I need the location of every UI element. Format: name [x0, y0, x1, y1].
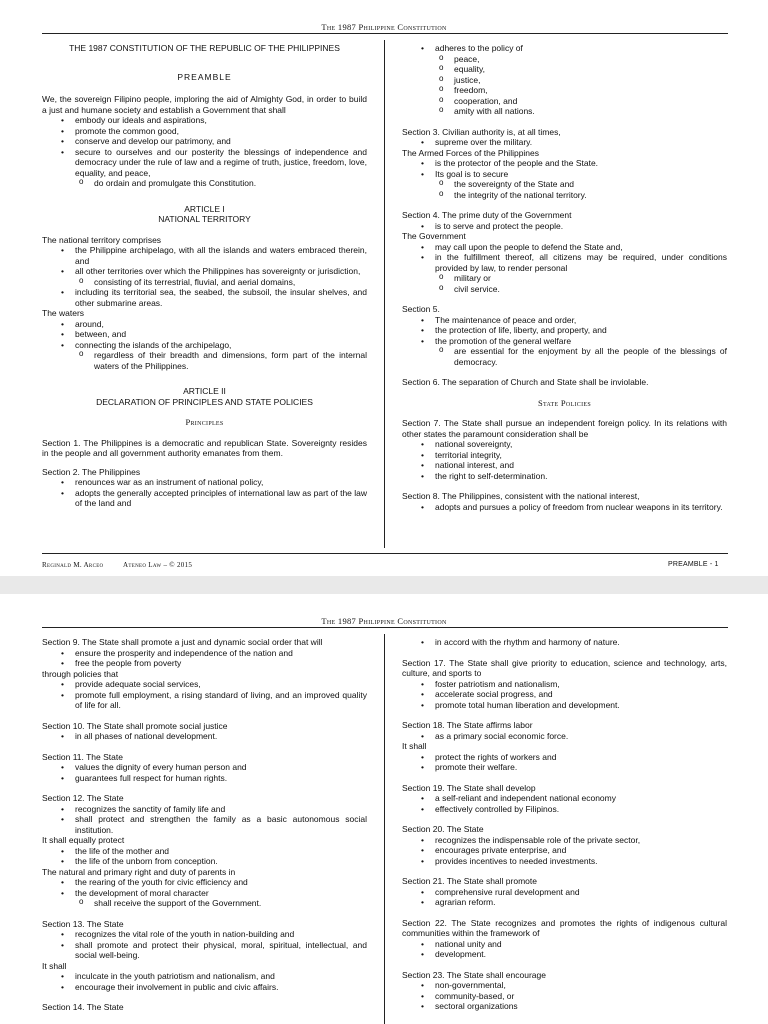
list-item: • may call upon the people to defend the State and,	[402, 242, 727, 253]
list-item: • recognizes the vital role of the youth in nation-building and	[42, 929, 367, 940]
list-subitem: o the sovereignty of the State and	[402, 179, 727, 190]
list-item: • as a primary social economic force.	[402, 731, 727, 742]
list-item: • recognizes the indispensable role of the private sector,	[402, 835, 727, 846]
paragraph: It shall equally protect	[42, 835, 125, 845]
list-subitem: o freedom,	[402, 85, 727, 96]
list-item: • comprehensive rural development and	[402, 887, 727, 898]
list-item: • the life of the mother and	[42, 846, 367, 857]
list-item: • foster patriotism and nationalism,	[402, 679, 727, 690]
section-8: Section 8. The Philippines, consistent with the national interest,	[402, 491, 640, 501]
list-item: • is to serve and protect the people.	[402, 221, 727, 232]
list-item: • guarantees full respect for human rights.	[42, 773, 367, 784]
list-item: • promote their welfare.	[402, 762, 727, 773]
list-item: • in all phases of national development.	[42, 731, 367, 742]
paragraph: The national territory comprises	[42, 234, 162, 245]
footer-school: Ateneo Law – © 2015	[123, 561, 193, 569]
list-subitem: o civil service.	[402, 284, 727, 295]
list-item: • sectoral organizations	[402, 1001, 727, 1012]
section-4: Section 4. The prime duty of the Government	[402, 210, 572, 220]
constitution-title: THE 1987 CONSTITUTION OF THE REPUBLIC OF THE PHILIPPINES	[69, 43, 340, 53]
section-5: Section 5.	[402, 304, 440, 314]
list-item: • national unity and	[402, 939, 727, 950]
list-item: • supreme over the military.	[402, 137, 727, 148]
list-subitem: o peace,	[402, 54, 727, 65]
list-item: • national interest, and	[402, 460, 727, 471]
footer-author: Reginald M. Arceo	[42, 561, 104, 569]
list-item: • encourage their involvement in public and civic affairs.	[42, 982, 367, 993]
list-item: • agrarian reform.	[402, 897, 727, 908]
list-item: • adheres to the policy of	[402, 43, 727, 54]
list-item: • connecting the islands of the archipelago,	[42, 340, 367, 351]
list-item: • protect the rights of workers and	[402, 752, 727, 763]
list-item: • the rearing of the youth for civic efficiency and	[42, 877, 367, 888]
list-item: • promote full employment, a rising standard of living, and an improved quality of life for all.	[42, 690, 367, 711]
list-item: • Its goal is to secure	[402, 169, 727, 180]
section-2: Section 2. The Philippines	[42, 466, 141, 477]
section-7: Section 7. The State shall pursue an independent foreign policy. In its relations with other states the paramount consideration shall be	[402, 418, 727, 439]
list-item: • ensure the prosperity and independence of the nation and	[42, 648, 367, 659]
list-item: • promote the common good,	[42, 126, 367, 137]
list-subitem: o consisting of its terrestrial, fluvial, and aerial domains,	[42, 277, 367, 288]
right-column	[402, 637, 727, 1012]
list-item: • including its territorial sea, the seabed, the subsoil, the insular shelves, and other submarine areas.	[42, 287, 367, 308]
list-subitem: o amity with all nations.	[402, 106, 727, 117]
page-2	[0, 594, 768, 1024]
list-item: • adopts and pursues a policy of freedom from nuclear weapons in its territory.	[402, 502, 727, 513]
section-12: Section 12. The State	[42, 793, 124, 803]
list-item: • shall promote and protect their physical, moral, spiritual, intellectual, and social well-being.	[42, 940, 367, 961]
list-item: • embody our ideals and aspirations,	[42, 115, 367, 126]
header-rule	[42, 627, 728, 628]
section-9: Section 9. The State shall promote a just and dynamic social order that will	[42, 637, 323, 647]
list-item: • adopts the generally accepted principles of international law as part of the law of the land and	[42, 488, 367, 509]
list-subitem: o are essential for the enjoyment by all the people of the blessings of democracy.	[402, 346, 727, 367]
header-rule	[42, 33, 728, 34]
paragraph: It shall	[402, 741, 427, 751]
section-6: Section 6. The separation of Church and State shall be inviolable.	[402, 377, 649, 387]
list-item: • provides incentives to needed investments.	[402, 856, 727, 867]
section-21: Section 21. The State shall promote	[402, 876, 537, 886]
section-18: Section 18. The State affirms labor	[402, 720, 533, 730]
list-item: • the protection of life, liberty, and property, and	[402, 325, 727, 336]
paragraph: It shall	[42, 960, 67, 971]
list-subitem: o cooperation, and	[402, 96, 727, 107]
list-item: • non-governmental,	[402, 980, 727, 991]
list-item: • community-based, or	[402, 991, 727, 1002]
list-item: • all other territories over which the Philippines has sovereignty or jurisdiction,	[42, 266, 367, 277]
section-17: Section 17. The State shall give priority to education, science and technology, arts, culture, and sports to	[402, 657, 727, 678]
running-header: The 1987 Philippine Constitution	[321, 616, 447, 626]
list-item: • recognizes the sanctity of family life and	[42, 804, 367, 815]
list-item: • effectively controlled by Filipinos.	[402, 804, 727, 815]
paragraph: through policies that	[42, 668, 119, 679]
list-item: • a self-reliant and independent national economy	[402, 793, 727, 804]
section-13: Section 13. The State	[42, 918, 124, 929]
list-subitem: o shall receive the support of the Government.	[42, 898, 367, 909]
footer-rule	[42, 553, 728, 554]
list-item: • secure to ourselves and our posterity the blessings of independence and democracy under the rule of law and a regime of truth, justice, freedom, love, equality, and peace,	[42, 147, 367, 179]
preamble-list	[42, 115, 367, 178]
list-item: • around,	[42, 319, 367, 330]
list-item: • national sovereignty,	[402, 439, 727, 450]
list-item: • accelerate social progress, and	[402, 689, 727, 700]
section-23: Section 23. The State shall encourage	[402, 969, 546, 980]
paragraph: The Government	[402, 231, 466, 241]
list-item: • the life of the unborn from conception.	[42, 856, 367, 867]
running-header: The 1987 Philippine Constitution	[321, 22, 447, 32]
column-divider	[384, 40, 385, 548]
paragraph: The natural and primary right and duty of parents in	[42, 866, 236, 877]
preamble-text: We, the sovereign Filipino people, imploring the aid of Almighty God, in order to build a just and humane society and establish a Government that shall	[42, 94, 367, 115]
list-item: • renounces war as an instrument of national policy,	[42, 477, 367, 488]
list-item: • the Philippine archipelago, with all the islands and waters embraced therein, and	[42, 245, 367, 266]
section-22: Section 22. The State recognizes and promotes the rights of indigenous cultural communities within the framework of	[402, 917, 727, 938]
list-item: • values the dignity of every human person and	[42, 762, 367, 773]
list-item: • the promotion of the general welfare	[402, 336, 727, 347]
section-1: Section 1. The Philippines is a democratic and republican State. Sovereignty resides in the people and all government authority emanates from them.	[42, 437, 367, 458]
list-subitem: o military or	[402, 273, 727, 284]
list-subitem: o regardless of their breadth and dimensions, form part of the internal waters of the Philippines.	[42, 350, 367, 371]
list-item: • promote total human liberation and development.	[402, 700, 727, 711]
left-column	[42, 637, 367, 1013]
list-item: • free the people from poverty	[42, 658, 367, 669]
article-1-title: NATIONAL TERRITORY	[158, 214, 251, 224]
list-item: • is the protector of the people and the State.	[402, 158, 727, 169]
section-20: Section 20. The State	[402, 824, 484, 834]
list-subitem: o the integrity of the national territory.	[402, 190, 727, 201]
section-3: Section 3. Civilian authority is, at all times,	[402, 126, 561, 137]
list-item: • the development of moral character	[42, 888, 367, 899]
list-subitem: o justice,	[402, 75, 727, 86]
preamble-heading: PREAMBLE	[177, 71, 232, 82]
list-item: • development.	[402, 949, 727, 960]
list-item: • between, and	[42, 329, 367, 340]
article-2-heading: ARTICLE II	[183, 386, 226, 396]
list-item: • The maintenance of peace and order,	[402, 315, 727, 326]
list-item: • the right to self-determination.	[402, 471, 727, 482]
list-subitem: o do ordain and promulgate this Constitution.	[42, 178, 367, 189]
footer-page-number: PREAMBLE - 1	[668, 561, 719, 568]
list-item: • encourages private enterprise, and	[402, 845, 727, 856]
section-19: Section 19. The State shall develop	[402, 782, 536, 793]
list-item: • in accord with the rhythm and harmony of nature.	[402, 637, 727, 648]
list-item: • territorial integrity,	[402, 450, 727, 461]
principles-heading: Principles	[185, 417, 224, 427]
paragraph: The Armed Forces of the Philippines	[402, 147, 540, 158]
section-14: Section 14. The State	[42, 1002, 124, 1012]
article-1-heading: ARTICLE I	[184, 203, 225, 214]
column-divider	[384, 634, 385, 1024]
list-subitem: o equality,	[402, 64, 727, 75]
list-item: • shall protect and strengthen the family as a basic autonomous social institution.	[42, 814, 367, 835]
section-11: Section 11. The State	[42, 751, 123, 762]
list-item: • provide adequate social services,	[42, 679, 367, 690]
list-item: • conserve and develop our patrimony, and	[42, 136, 367, 147]
section-10: Section 10. The State shall promote social justice	[42, 720, 228, 731]
left-column	[42, 43, 367, 509]
state-policies-heading: State Policies	[538, 397, 591, 408]
paragraph: The waters	[42, 308, 85, 318]
list-item: • in the fulfillment thereof, all citizens may be required, under conditions provided by law, to render personal	[402, 252, 727, 273]
list-item: • inculcate in the youth patriotism and nationalism, and	[42, 971, 367, 982]
article-2-title: DECLARATION OF PRINCIPLES AND STATE POLICIES	[96, 396, 313, 407]
right-column	[402, 43, 727, 512]
